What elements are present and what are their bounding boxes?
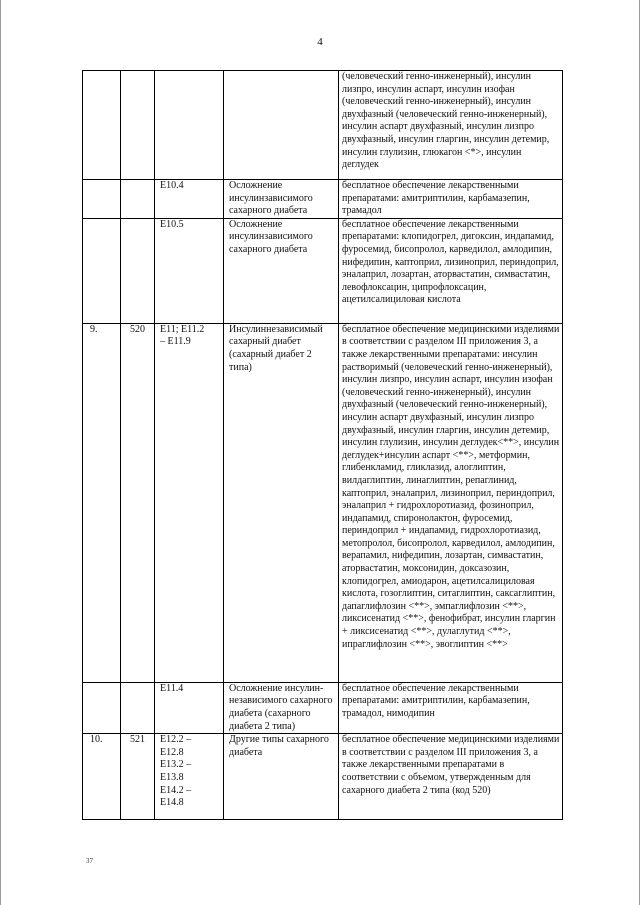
table-row <box>83 218 563 323</box>
disease-name-cell: Осложнение инсулинзависимого сахарного диабета <box>224 218 339 323</box>
row-number-cell <box>83 180 121 219</box>
provision-cell: (человеческий генно-инженерный), инсулин лизпро, инсулин аспарт, инсулин изофан (человеческий генно-инженерный), инсулин двухфазный (человеческий генно-инженерный), инсулин аспарт двухфазный, инсулин лизпро двухфазный, инсулин гларгин, инсулин детемир, инсулин глулизин, глюкагон <*>, инсулин деглудек <box>339 71 563 180</box>
icd-code-cell: E11.4 <box>155 682 224 733</box>
disease-code-cell: 520 <box>121 323 155 682</box>
disease-code-cell <box>121 180 155 219</box>
disease-code-cell <box>121 682 155 733</box>
page-number: 4 <box>317 36 323 48</box>
table-row <box>83 323 563 682</box>
provision-cell: бесплатное обеспечение лекарственными препаратами: клопидогрел, дигоксин, индапамид, фуросемид, бисопролол, карведилол, амлодипин, нифедипин, каптоприл, лизиноприл, периндоприл, эналаприл, лозартан, аторвастатин, симвастатин, левофлоксацин, ципрофлоксацин, ацетилсалициловая кислота <box>339 218 563 323</box>
icd-code-cell: E12.2 – E12.8 E13.2 – E13.8 E14.2 – E14.8 <box>155 734 224 820</box>
icd-code-cell: E10.5 <box>155 218 224 323</box>
table-row <box>83 71 563 180</box>
icd-code-cell: E11; E11.2 – E11.9 <box>155 323 224 682</box>
disease-name-cell: Другие типы сахарного диабета <box>224 734 339 820</box>
icd-code-cell <box>155 71 224 180</box>
provision-cell: бесплатное обеспечение медицинскими изделиями в соответствии с разделом III приложения 3, а также лекарственными препаратами в соответствии с объемом, утвержденным для сахарного диабета 2 типа (код 520) <box>339 734 563 820</box>
table-row <box>83 734 563 820</box>
provision-cell: бесплатное обеспечение лекарственными препаратами: амитриптилин, карбамазепин, трамадол, нимодипин <box>339 682 563 733</box>
table-body <box>83 71 563 820</box>
row-number-cell <box>83 218 121 323</box>
disease-code-cell <box>121 218 155 323</box>
row-number-cell: 9. <box>83 323 121 682</box>
row-number-cell <box>83 682 121 733</box>
icd-code-cell: E10.4 <box>155 180 224 219</box>
disease-code-cell <box>121 71 155 180</box>
table-row <box>83 180 563 219</box>
row-number-cell <box>83 71 121 180</box>
disease-name-cell: Осложнение инсулинзависимого сахарного диабета <box>224 180 339 219</box>
scan-edge-left <box>0 0 1 905</box>
disease-code-cell: 521 <box>121 734 155 820</box>
row-number-cell: 10. <box>83 734 121 820</box>
disease-name-cell: Инсулиннезависимый сахарный диабет (сахарный диабет 2 типа) <box>224 323 339 682</box>
benefits-table <box>82 70 563 820</box>
provision-cell: бесплатное обеспечение лекарственными препаратами: амитриптилин, карбамазепин, трамадол <box>339 180 563 219</box>
provision-cell: бесплатное обеспечение медицинскими изделиями в соответствии с разделом III приложения 3, а также лекарственными препаратами: инсулин растворимый (человеческий генно-инженерный), инсулин лизпро, инсулин аспарт, инсулин изофан (человеческий генно-инженерный), инсулин двухфазный (человеческий генно-инженерный), инсулин аспарт двухфазный, инсулин лизпро двухфазный, инсулин гларгин, инсулин детемир, инсулин глулизин, инсулин деглудек<**>, инсулин деглудек+инсулин аспарт <**>, метформин, глибенкламид, гликлазид, алоглиптин, вилдаглиптин, линаглиптин, репаглинид, каптоприл, эналаприл, лизиноприл, периндоприл, эналаприл + гидрохлоротиазид, фозиноприл, индапамид, спиронолактон, фуросемид, периндоприл + индапамид, гидрохлоротиазид, метопролол, бисопролол, карведилол, амлодипин, верапамил, нифедипин, лозартан, симвастатин, аторвастатин, моксонидин, доксазозин, клопидогрел, амиодарон, ацетилсалициловая кислота, гозоглиптин, ситаглиптин, саксаглиптин, дапаглифлозин <**>, эмпаглифлозин <**>, ликсисенатид <**>, фенофибрат, инсулин гларгин + ликсисенатид <**>, дулаглутид <**>, ипраглифлозин <**>, эвоглиптин <**> <box>339 323 563 682</box>
disease-name-cell <box>224 71 339 180</box>
footer-mark: 37 <box>86 857 93 865</box>
disease-name-cell: Осложнение инсулин-независимого сахарного диабета (сахарного диабета 2 типа) <box>224 682 339 733</box>
table-row <box>83 682 563 733</box>
